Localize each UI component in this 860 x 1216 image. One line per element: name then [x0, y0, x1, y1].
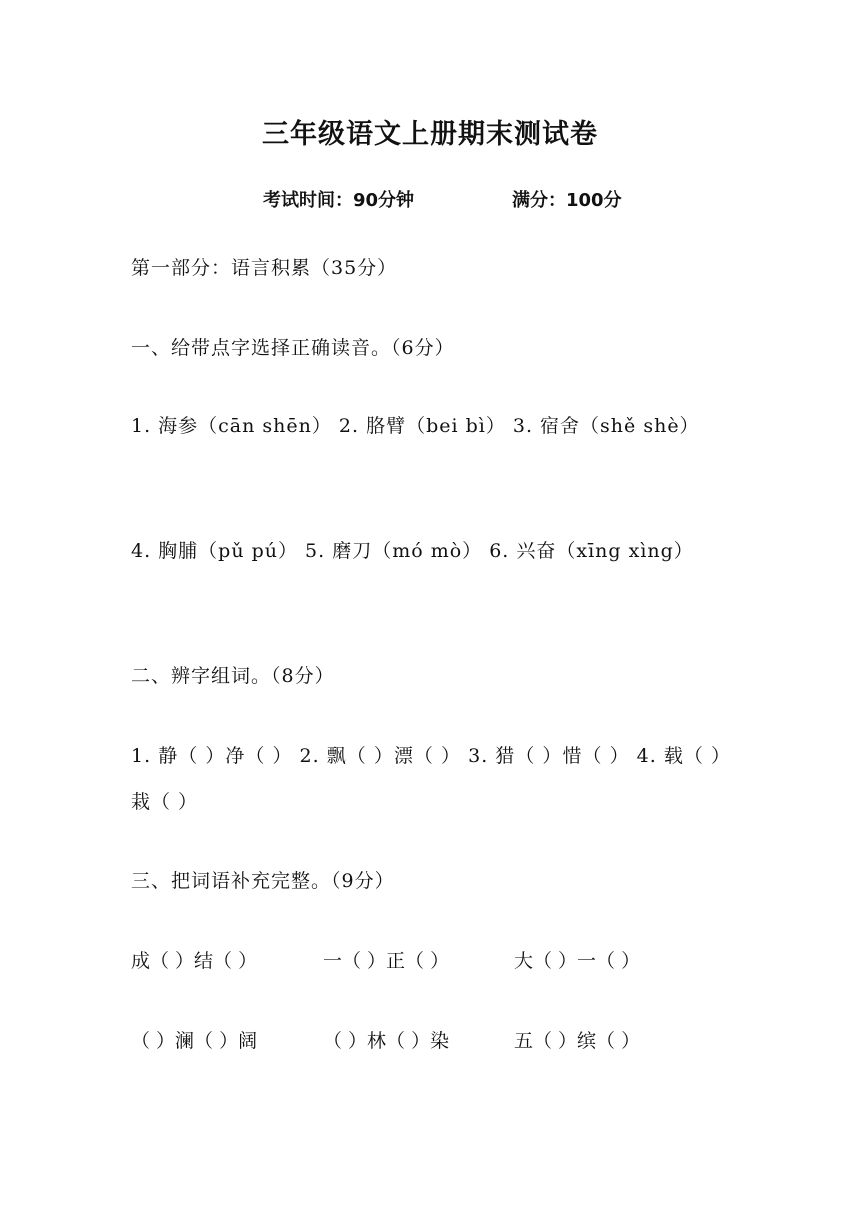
q3-item: （ ）林（ ）染 [323, 1030, 450, 1052]
full-score: 满分：100分 [512, 190, 622, 211]
page-title: 三年级语文上册期末测试卷 [262, 119, 598, 150]
exam-time: 考试时间：90分钟 [263, 190, 415, 211]
q3-item: （ ）澜（ ）阔 [131, 1030, 258, 1052]
q1-line2: 4. 胸脯（pǔ pú） 5. 磨刀（mó mò） 6. 兴奋（xīng xìng） [131, 540, 694, 562]
q3-item: 一（ ）正（ ） [323, 950, 450, 972]
q2-line1: 1. 静（ ）净（ ） 2. 飘（ ）漂（ ） 3. 猎（ ）惜（ ） 4. 载（ ）栽（ ） [131, 745, 731, 813]
q3-item: 五（ ）缤（ ） [514, 1030, 641, 1052]
q3-item: 成（ ）结（ ） [131, 950, 258, 972]
q3-item: 大（ ）一（ ） [514, 950, 641, 972]
q3-heading: 三、把词语补充完整。（9分） [131, 870, 395, 892]
q2-heading: 二、辨字组词。（8分） [131, 665, 335, 687]
part1-heading: 第一部分：语言积累（35分） [131, 257, 398, 279]
q1-line1: 1. 海参（cān shēn） 2. 胳臂（bei bì） 3. 宿舍（shě shè） [131, 415, 700, 437]
q1-heading: 一、给带点字选择正确读音。（6分） [131, 337, 455, 359]
